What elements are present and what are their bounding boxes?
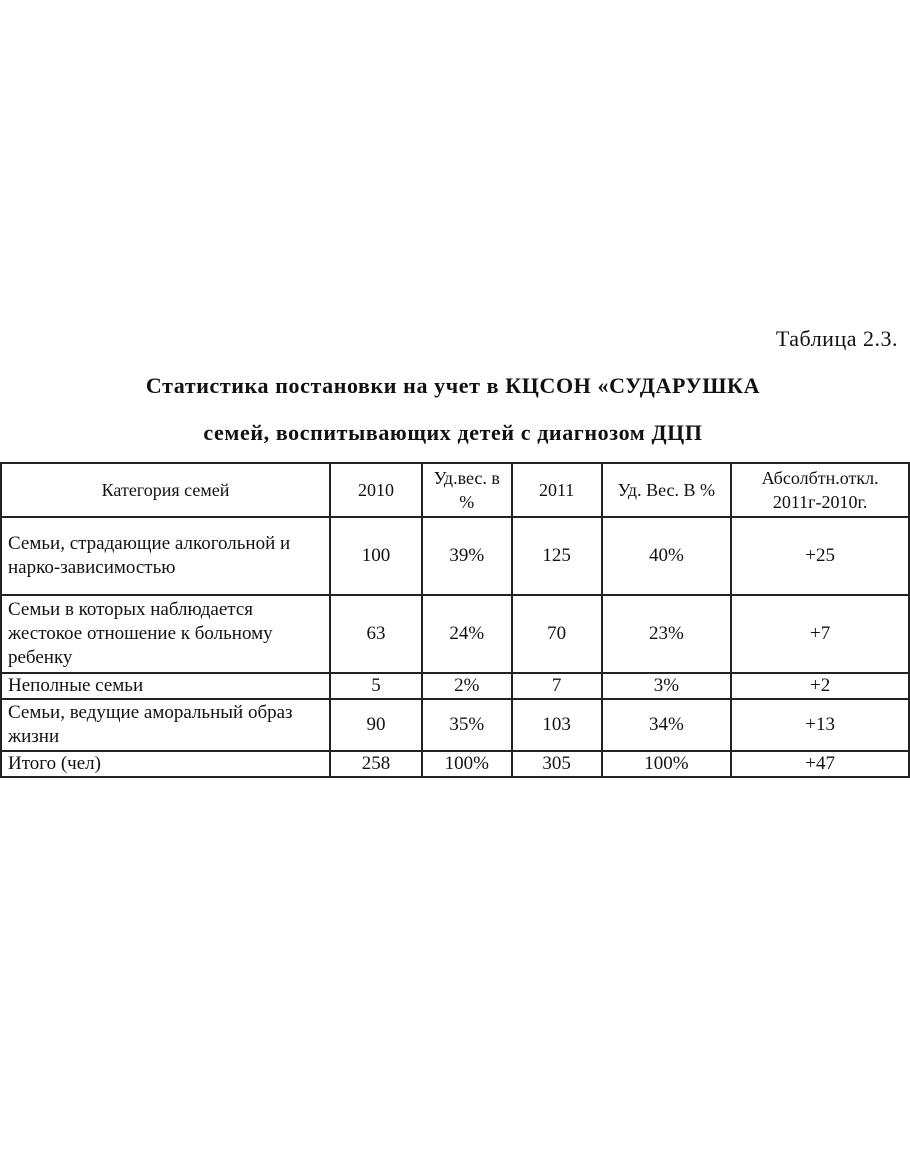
cell-deviation: +47: [731, 751, 909, 777]
header-share-2011: Уд. Вес. В %: [602, 463, 732, 517]
row-category: Итого (чел): [1, 751, 330, 777]
cell-2010: 100: [330, 517, 422, 595]
cell-share-2011: 23%: [602, 595, 732, 673]
cell-deviation: +25: [731, 517, 909, 595]
row-category: Семьи, страдающие алкогольной и нарко-зависимостью: [1, 517, 330, 595]
row-category: Семьи в которых наблюдается жестокое отношение к больному ребенку: [1, 595, 330, 673]
table-title-line-1: Статистика постановки на учет в КЦСОН «СУДАРУШКА: [145, 373, 761, 398]
cell-2010: 5: [330, 673, 422, 699]
table-header-row: [1, 463, 909, 517]
cell-share-2011: 100%: [602, 751, 732, 777]
row-category: Семьи, ведущие аморальный образ жизни: [1, 699, 330, 751]
table-row: [1, 673, 909, 699]
table-number-label: Таблица 2.3.: [775, 326, 898, 351]
cell-share-2010: 39%: [422, 517, 512, 595]
row-category: Неполные семьи: [1, 673, 330, 699]
table-row: [1, 517, 909, 595]
cell-deviation: +7: [731, 595, 909, 673]
cell-deviation: +13: [731, 699, 909, 751]
table-row: [1, 595, 909, 673]
cell-share-2011: 34%: [602, 699, 732, 751]
cell-2011: 305: [512, 751, 602, 777]
cell-share-2011: 3%: [602, 673, 732, 699]
cell-2011: 70: [512, 595, 602, 673]
table-row: [1, 699, 909, 751]
header-2010: 2010: [330, 463, 422, 517]
statistics-table: [0, 462, 910, 778]
header-category: Категория семей: [1, 463, 330, 517]
cell-2011: 125: [512, 517, 602, 595]
cell-share-2011: 40%: [602, 517, 732, 595]
cell-share-2010: 35%: [422, 699, 512, 751]
cell-2011: 103: [512, 699, 602, 751]
header-absolute-deviation: Абсолбтн.откл. 2011г-2010г.: [731, 463, 909, 517]
cell-share-2010: 24%: [422, 595, 512, 673]
table-total-row: [1, 751, 909, 777]
cell-2010: 258: [330, 751, 422, 777]
header-2011: 2011: [512, 463, 602, 517]
cell-share-2010: 100%: [422, 751, 512, 777]
cell-2010: 90: [330, 699, 422, 751]
cell-2010: 63: [330, 595, 422, 673]
cell-2011: 7: [512, 673, 602, 699]
header-share-2010: Уд.вес. в %: [422, 463, 512, 517]
table-title-line-2: семей, воспитывающих детей с диагнозом ДЦП: [203, 420, 703, 445]
cell-share-2010: 2%: [422, 673, 512, 699]
cell-deviation: +2: [731, 673, 909, 699]
